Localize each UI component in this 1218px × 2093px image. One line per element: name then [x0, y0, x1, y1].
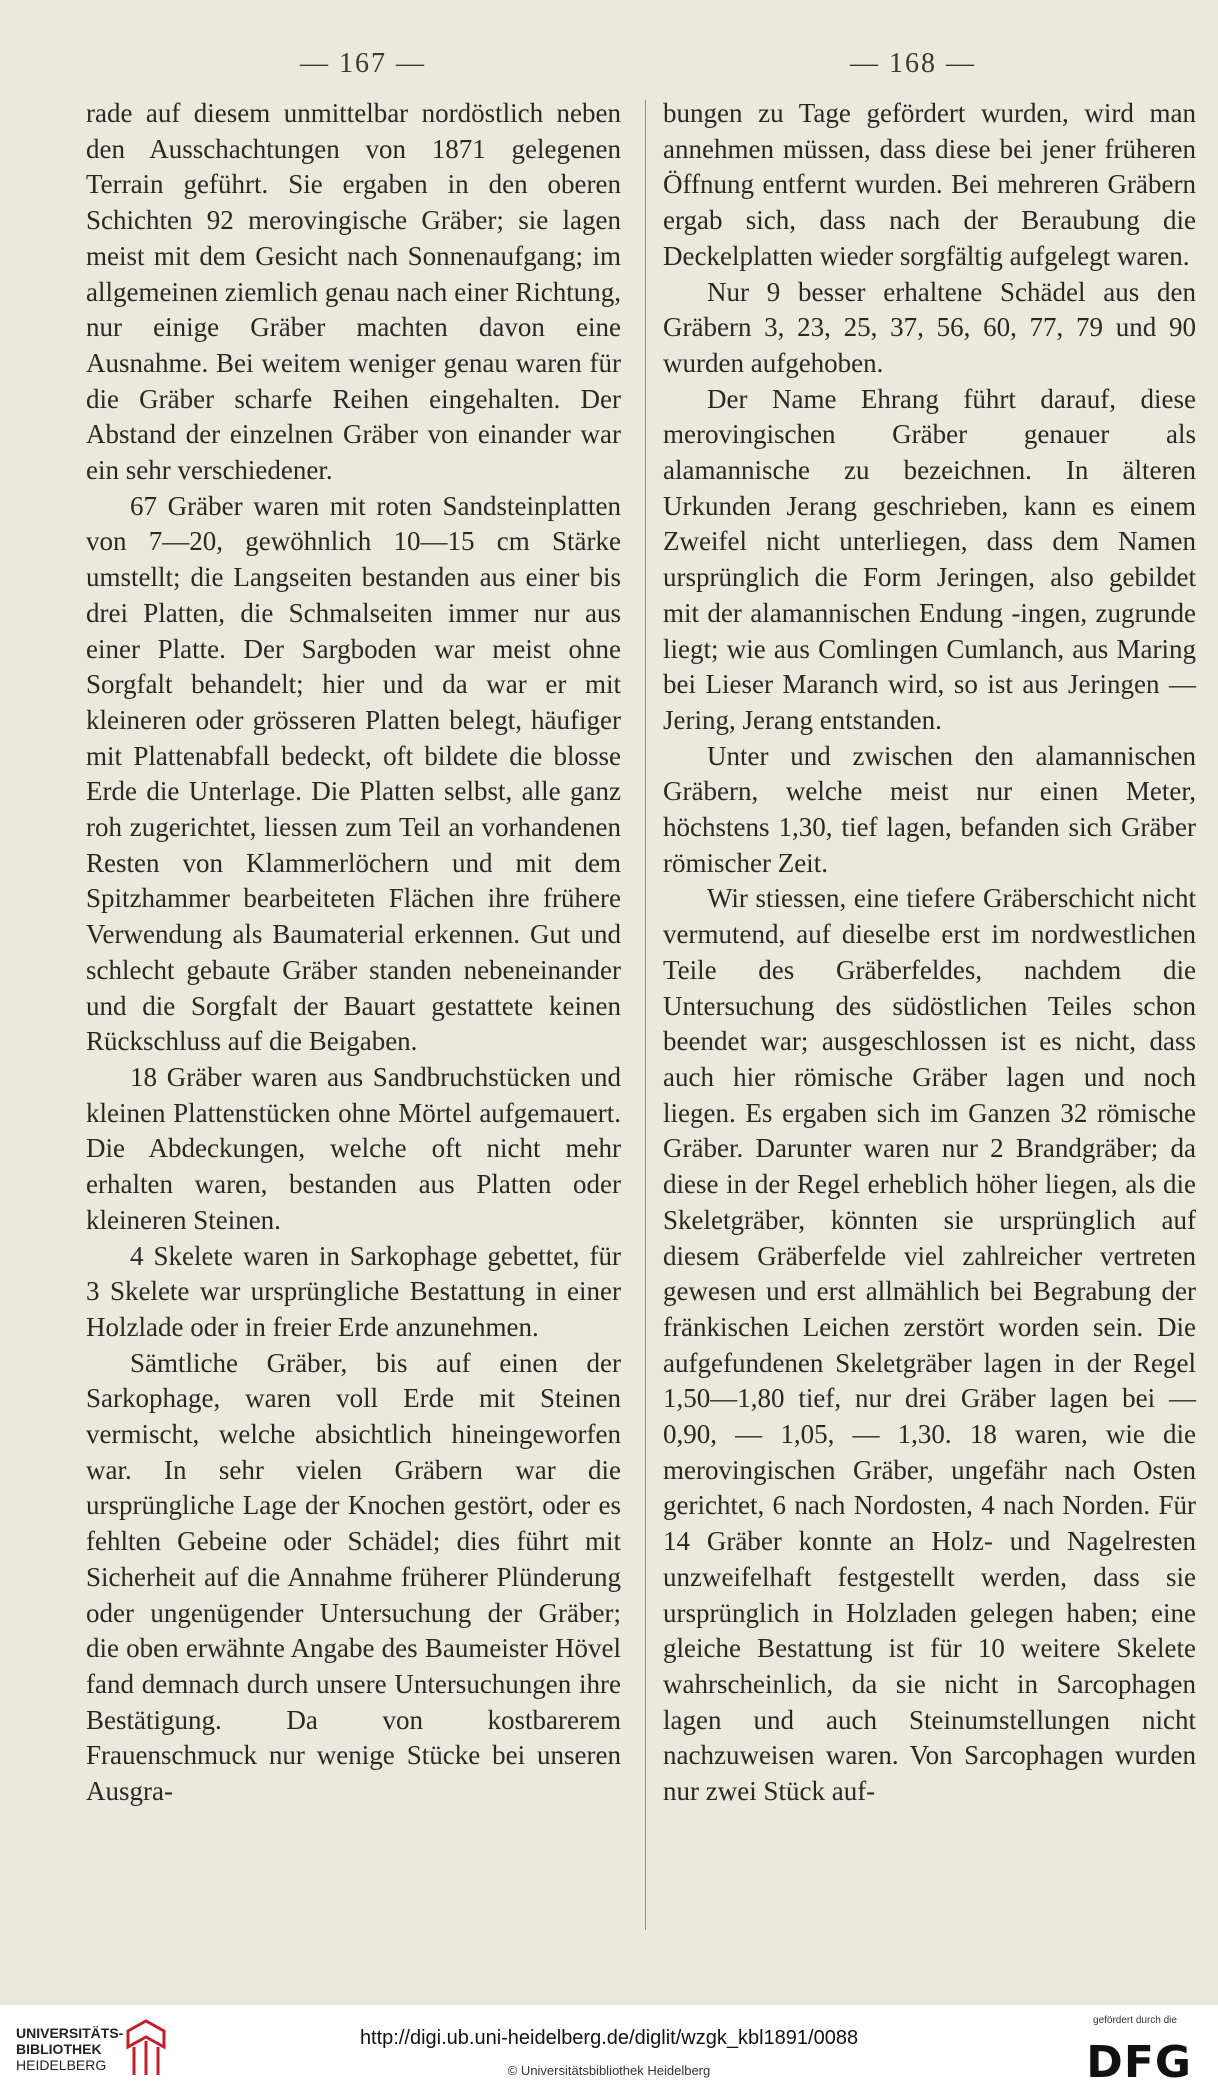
right-text-column — [663, 96, 1196, 1810]
library-name-line: BIBLIOTHEK — [16, 2041, 102, 2057]
library-name-line: HEIDELBERG — [16, 2057, 107, 2073]
funding-note: gefördert durch die — [1093, 2015, 1177, 2026]
library-name-line: UNIVERSITÄTS- — [16, 2025, 124, 2041]
paragraph: Unter und zwischen den alamannischen Gräbern, welche meist nur einen Meter, höchstens 1,30, tief lagen, befanden sich Gräber römischer Zeit. — [663, 740, 1196, 878]
paragraph: Wir stiessen, eine tiefere Gräberschicht nicht vermutend, auf dieselbe erst im nordwestlichen Teile des Gräberfeldes, nachdem die Untersuchung des südöstlichen Teiles schon beendet war; ausgeschlossen ist es nicht, dass auch hier römische Gräber lagen und noch liegen. Es ergaben sich im Ganzen 32 römische Gräber. Darunter waren nur 2 Brandgräber; da diese in der Regel erheblich höher liegen, als die Skeletgräber, könnten sie ursprünglich auf diesem Gräberfelde viel zahlreicher vertreten gewesen und erst allmählich bei Begrabung der fränkischen Leichen zerstört worden sein. Die aufgefundenen Skeletgräber lagen in der Regel 1,50—1,80 tief, nur drei Gräber lagen bei — 0,90, — 1,05, — 1,30. 18 waren, wie die merovingischen Gräber, ungefähr nach Osten gerichtet, 6 nach Nordosten, 4 nach Norden. Für 14 Gräber konnte an Holz- und Nagelresten unzweifelhaft festgestellt werden, dass sie ursprünglich in Holzladen gelegen haben; eine gleiche Bestattung ist für 10 weitere Skelete wahrscheinlich, da sie nicht in Sarcophagen lagen und auch Steinumstellungen nicht nachzuweisen waren. Von Sarcophagen wurden nur zwei Stück auf- — [663, 883, 1196, 1807]
paragraph: Sämtliche Gräber, bis auf einen der Sarkophage, waren voll Erde mit Steinen vermischt, welche absichtlich hineingeworfen war. In sehr vielen Gräbern war die ursprüngliche Lage der Knochen gestört, oder es fehlten Gebeine oder Schädel; dies führt mit Sicherheit auf die Annahme früherer Plünderung oder ungenügender Untersuchung der Gräber; die oben erwähnte Angabe des Baumeister Hövel fand demnach durch unsere Untersuchungen ihre Bestätigung. Da von kostbarerem Frauenschmuck nur wenige Stücke bei unseren Ausgra- — [86, 1347, 621, 1807]
paragraph: 67 Gräber waren mit roten Sandsteinplatten von 7—20, gewöhnlich 10—15 cm Stärke umstellt; die Langseiten bestanden aus einer bis drei Platten, die Schmalseiten immer nur aus einer Platte. Der Sargboden war meist ohne Sorgfalt behandelt; hier und da war er mit kleineren oder grösseren Platten belegt, häufiger mit Plattenabfall bedeckt, oft bildete die blosse Erde die Unterlage. Die Platten selbst, alle ganz roh zugerichtet, liessen zum Teil an vorhandenen Resten von Klammerlöchern und mit dem Spitzhammer bearbeiteten Flächen ihre frühere Verwendung als Baumaterial erkennen. Gut und schlecht gebaute Gräber standen nebeneinander und die Sorgfalt der Bauart gestattete keinen Rückschluss auf die Beigaben. — [86, 490, 621, 1057]
paragraph: bungen zu Tage gefördert wurden, wird man annehmen müssen, dass diese bei jener früheren Öffnung entfernt wurden. Bei mehreren Gräbern ergab sich, dass nach der Beraubung die Deckelplatten wieder sorgfältig aufgelegt waren. — [663, 98, 1196, 271]
paragraph: Der Name Ehrang führt darauf, diese merovingischen Gräber genauer als alamannische zu bezeichnen. In älteren Urkunden Jerang geschrieben, kann es einem Zweifel nicht unterliegen, dass dem Namen ursprünglich die Form Jeringen, also gebildet mit der alamannischen Endung -ingen, zugrunde liegt; wie aus Comlingen Cumlanch, aus Maring bei Lieser Maranch wird, so ist aus Jeringen — Jering, Jerang entstanden. — [663, 383, 1196, 735]
page-number-right: — 168 — — [850, 48, 976, 79]
column-divider — [645, 100, 646, 1930]
digitization-footer — [0, 2005, 1218, 2093]
paragraph: 4 Skelete waren in Sarkophage gebettet, für 3 Skelete war ursprüngliche Bestattung in einer Holzlade oder in freier Erde anzunehmen. — [86, 1240, 621, 1342]
copyright-notice: © Universitätsbibliothek Heidelberg — [507, 2063, 711, 2078]
paragraph: 18 Gräber waren aus Sandbruchstücken und kleinen Plattenstücken ohne Mörtel aufgemauert. Die Abdeckungen, welche oft nicht mehr erhalten waren, bestanden aus Platten oder kleineren Steinen. — [86, 1061, 621, 1235]
left-text-column — [86, 96, 621, 1810]
paragraph: Nur 9 besser erhaltene Schädel aus den Gräbern 3, 23, 25, 37, 56, 60, 77, 79 und 90 wurden aufgehoben. — [663, 276, 1196, 378]
citation-link[interactable]: http://digi.ub.uni-heidelberg.de/diglit/wzgk_kbl1891/0088 — [359, 2027, 859, 2049]
dfg-logo: DFG — [1086, 2037, 1192, 2088]
page-number-left: — 167 — — [300, 48, 426, 79]
paragraph: rade auf diesem unmittelbar nordöstlich neben den Ausschachtungen von 1871 gelegenen Terrain geführt. Sie ergaben in den oberen Schichten 92 merovingische Gräber; sie lagen meist mit dem Gesicht nach Sonnenaufgang; im allgemeinen ziemlich genau nach einer Richtung, nur einige Gräber machten davon eine Ausnahme. Bei weitem weniger genau waren für die Gräber scharfe Reihen eingehalten. Der Abstand der einzelnen Gräber von einander war ein sehr verschiedener. — [86, 98, 621, 486]
